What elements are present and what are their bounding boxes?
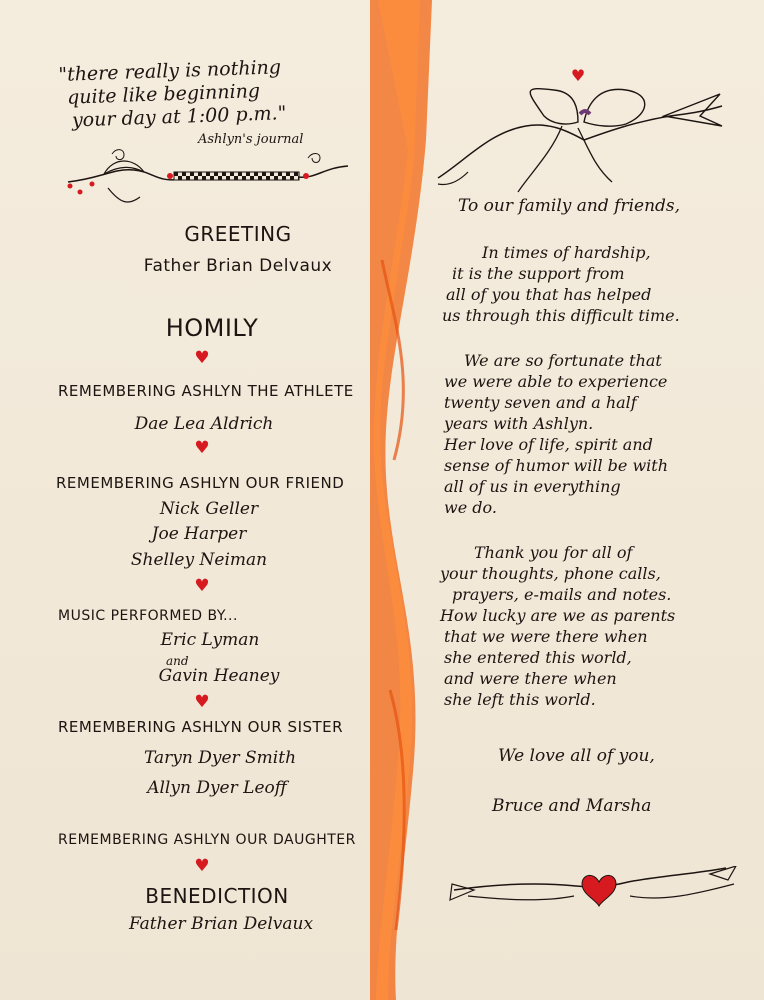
- athlete-name: Dae Lea Aldrich: [134, 414, 274, 434]
- flourish-icon: [448, 866, 738, 926]
- p3-line-7: and were there when: [444, 669, 617, 688]
- friend-heading: REMEMBERING ASHLYN OUR FRIEND: [56, 474, 345, 492]
- p3-line-1: Thank you for all of: [474, 543, 633, 562]
- benediction-heading: BENEDICTION: [145, 884, 289, 908]
- quote-line-3: your day at 1:00 p.m.": [71, 102, 287, 132]
- friend-name-2: Joe Harper: [151, 524, 247, 544]
- music-name-1: Eric Lyman: [160, 630, 260, 650]
- heart-icon: ♥: [194, 576, 210, 596]
- p2-line-6: sense of humor will be with: [444, 456, 669, 475]
- heart-icon: ♥: [570, 66, 586, 85]
- p3-line-4: How lucky are we as parents: [440, 606, 676, 625]
- athlete-heading: REMEMBERING ASHLYN THE ATHLETE: [58, 382, 354, 400]
- quote-block: [58, 54, 340, 133]
- greeting-heading: GREETING: [184, 222, 292, 246]
- quote-line-1: "there really is nothing: [58, 56, 282, 86]
- heart-icon: ♥: [194, 438, 210, 458]
- p1-line-3: all of you that has helped: [446, 285, 652, 304]
- p1-line-1: In times of hardship,: [482, 243, 651, 262]
- quote-line-2: quite like beginning: [66, 79, 261, 109]
- friend-name-1: Nick Geller: [159, 499, 259, 519]
- friend-name-3: Shelley Neiman: [130, 550, 268, 570]
- p2-line-5: Her love of life, spirit and: [444, 435, 653, 454]
- p1-line-2: it is the support from: [452, 264, 625, 283]
- p2-line-8: we do.: [444, 498, 497, 517]
- p2-line-4: years with Ashlyn.: [444, 414, 594, 433]
- letter-signature: Bruce and Marsha: [492, 796, 652, 816]
- flourish-icon: [62, 148, 382, 222]
- homily-heading: HOMILY: [165, 314, 259, 342]
- music-and: and: [166, 654, 189, 668]
- sister-heading: REMEMBERING ASHLYN OUR SISTER: [58, 718, 344, 736]
- music-name-2: Gavin Heaney: [158, 666, 280, 686]
- p3-line-8: she left this world.: [444, 690, 596, 709]
- bow-icon: [430, 82, 730, 198]
- p3-line-5: that we were there when: [444, 627, 648, 646]
- p2-line-7: all of us in everything: [444, 477, 621, 496]
- right-panel: [400, 0, 764, 1000]
- p3-line-6: she entered this world,: [444, 648, 632, 667]
- p3-line-3: prayers, e-mails and notes.: [452, 585, 672, 604]
- letter-paragraph-1: [434, 242, 744, 326]
- letter-paragraph-3: [440, 542, 760, 710]
- p2-line-3: twenty seven and a half: [444, 393, 637, 412]
- heart-icon: ♥: [194, 692, 210, 712]
- p3-line-2: your thoughts, phone calls,: [440, 564, 661, 583]
- music-heading: MUSIC PERFORMED BY...: [58, 608, 238, 624]
- benediction-name: Father Brian Delvaux: [128, 914, 314, 934]
- quote-source: Ashlyn's journal: [198, 132, 304, 147]
- daughter-heading: REMEMBERING ASHLYN OUR DAUGHTER: [58, 832, 356, 848]
- sister-name-2: Allyn Dyer Leoff: [147, 778, 287, 798]
- greeting-name: Father Brian Delvaux: [143, 256, 333, 276]
- heart-icon: ♥: [194, 348, 210, 368]
- p2-line-2: we were able to experience: [444, 372, 668, 391]
- p2-line-1: We are so fortunate that: [464, 351, 662, 370]
- letter-closing: We love all of you,: [498, 746, 655, 766]
- heart-icon: ♥: [194, 856, 210, 876]
- letter-salutation: To our family and friends,: [458, 196, 681, 216]
- letter-paragraph-2: [444, 350, 754, 518]
- sister-name-1: Taryn Dyer Smith: [143, 748, 297, 768]
- p1-line-4: us through this difficult time.: [442, 306, 680, 325]
